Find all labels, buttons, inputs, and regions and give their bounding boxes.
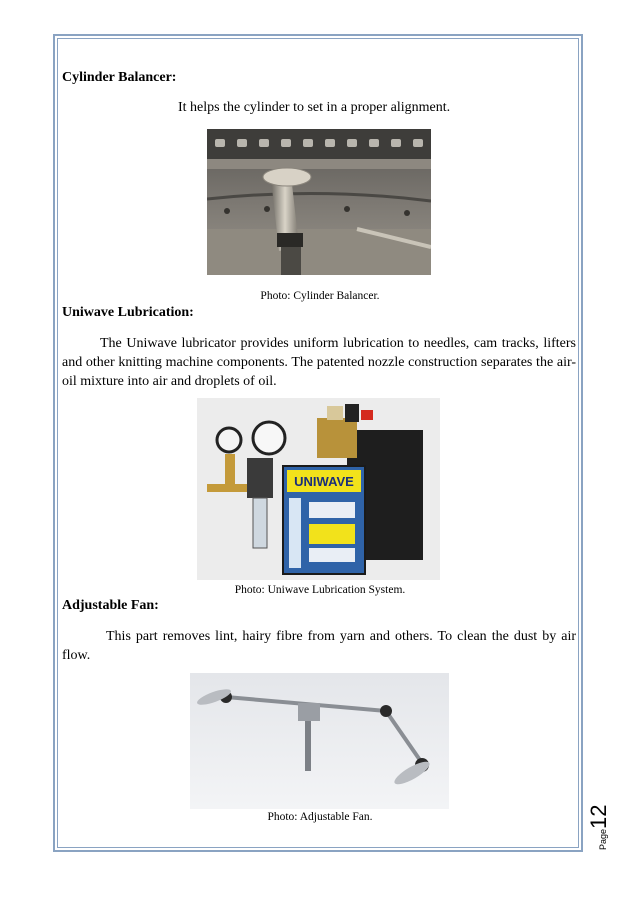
cylinder-balancer-photo: [207, 129, 431, 275]
uniwave-heading: Uniwave Lubrication:: [62, 305, 194, 320]
adjustable-fan-caption: Photo: Adjustable Fan.: [267, 811, 373, 823]
cylinder-balancer-description: It helps the cylinder to set in a proper alignment.: [178, 100, 451, 115]
cylinder-balancer-heading: Cylinder Balancer:: [62, 70, 177, 85]
uniwave-caption: Photo: Uniwave Lubrication System.: [234, 584, 406, 596]
adjustable-fan-paragraph: This part removes lint, hairy fibre from yarn and others. To clean the dust by air flow.: [62, 629, 576, 663]
uniwave-device-label: UNIWAVE: [294, 474, 354, 489]
uniwave-lubrication-photo: [197, 398, 440, 580]
page-number-value: 12: [586, 804, 611, 829]
uniwave-paragraph: The Uniwave lubricator provides uniform lubrication to needles, cam tracks, lifters and other knitting machine components. The patented nozzle construction separates the air-oil mixture into air and droplets of oil.: [62, 336, 576, 389]
adjustable-fan-photo: [190, 673, 449, 809]
cylinder-balancer-caption: Photo: Cylinder Balancer.: [260, 290, 380, 302]
adjustable-fan-heading: Adjustable Fan:: [62, 598, 159, 613]
page-number: [586, 800, 626, 850]
page-number-label: Page: [598, 828, 608, 850]
